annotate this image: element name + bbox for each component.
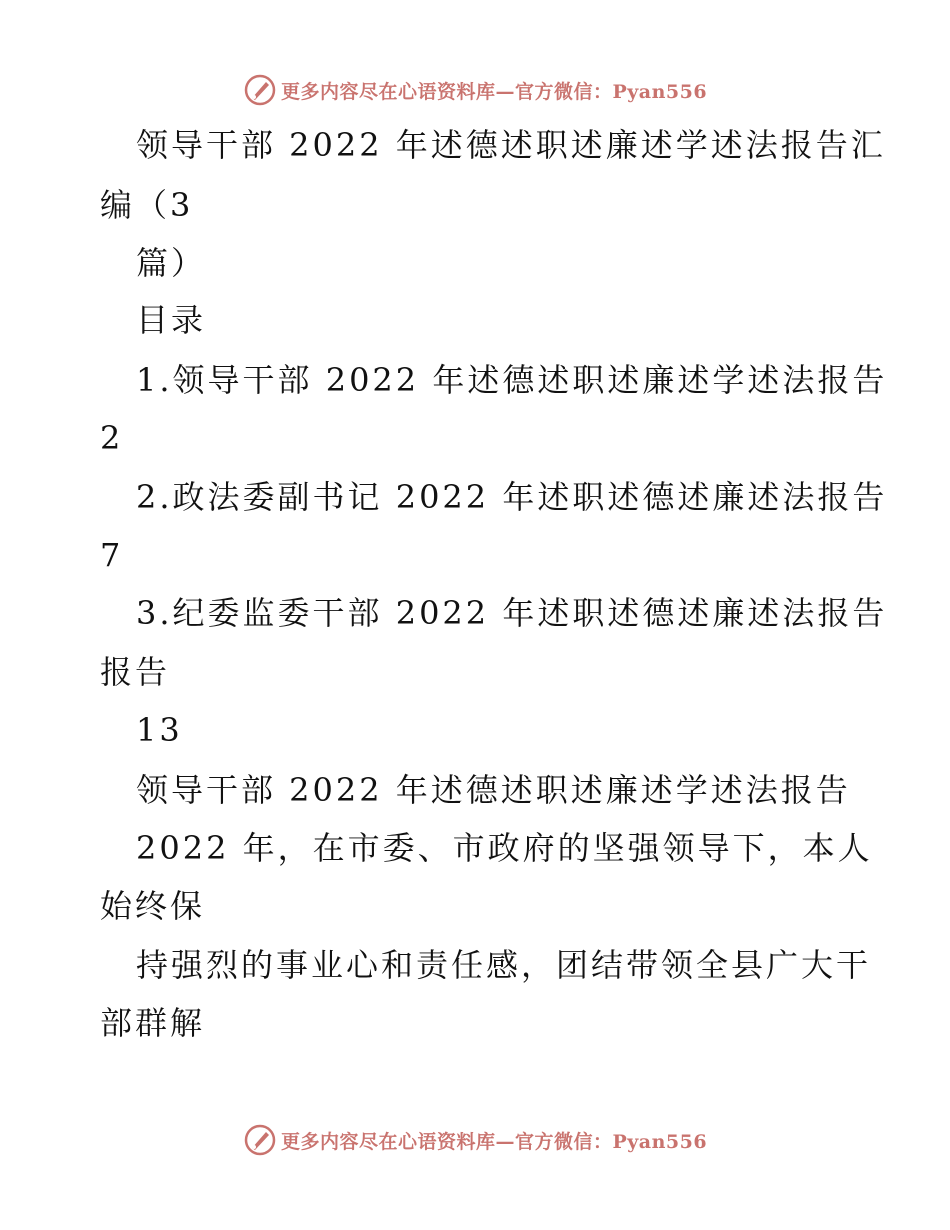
toc-item-2: 2.政法委副书记 2022 年述职述德述廉述法报告 (136, 478, 888, 516)
body-line-4: 部群解 (100, 1004, 206, 1042)
toc-item-1-page: 2 (100, 419, 124, 457)
title-line-2: 编（3 (100, 186, 194, 224)
body-line-3: 持强烈的事业心和责任感，团结带领全县广大干 (136, 946, 872, 984)
toc-item-2-page: 7 (100, 536, 124, 574)
toc-item-1: 1.领导干部 2022 年述德述职述廉述学述法报告 (136, 361, 888, 399)
watermark-footer (0, 1120, 950, 1160)
body-line-1: 2022 年，在市委、市政府的坚强领导下，本人 (136, 829, 873, 867)
pen-logo-icon (243, 73, 277, 107)
watermark-text: 更多内容尽在心语资料库—官方微信：Pyan556 (280, 1130, 708, 1153)
watermark-text: 更多内容尽在心语资料库—官方微信：Pyan556 (280, 80, 708, 103)
title-line-3: 篇） (136, 244, 207, 282)
toc-heading: 目录 (136, 301, 207, 339)
pen-logo-icon (243, 1123, 277, 1157)
toc-item-3-page: 13 (136, 711, 183, 749)
watermark-header (0, 70, 950, 110)
section-heading: 领导干部 2022 年述德述职述廉述学述法报告 (136, 771, 851, 809)
toc-item-3-cont: 报告 (100, 653, 171, 691)
body-line-2: 始终保 (100, 887, 206, 925)
title-line-1: 领导干部 2022 年述德述职述廉述学述法报告汇 (136, 126, 886, 164)
toc-item-3: 3.纪委监委干部 2022 年述职述德述廉述法报告 (136, 594, 888, 632)
